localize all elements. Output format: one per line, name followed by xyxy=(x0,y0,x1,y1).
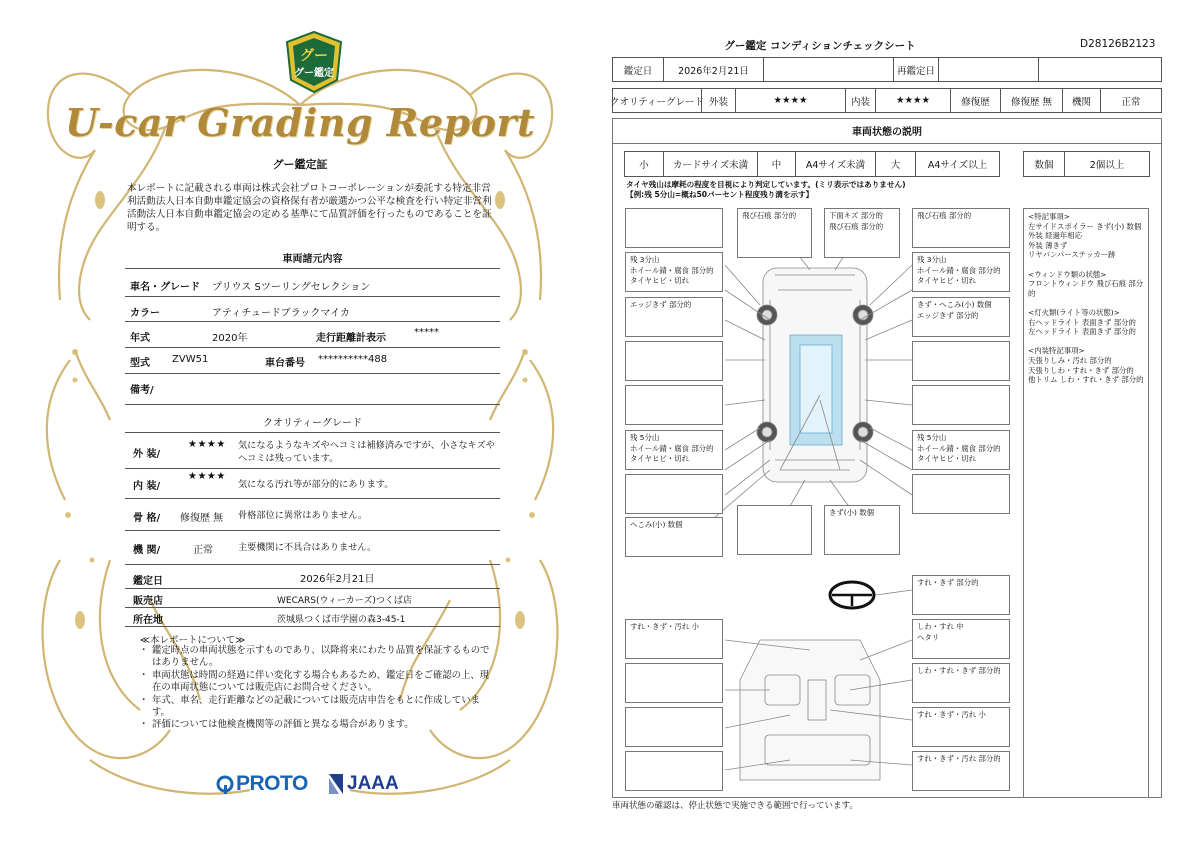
frame-description: 骨格部位に異常はありません。 xyxy=(238,510,368,521)
exterior-stars: ★★★★ xyxy=(735,89,845,112)
divider xyxy=(125,564,500,565)
tread-note-line: タイヤ残山は摩耗の程度を目視により判定しています。(ミリ表示ではありません) xyxy=(626,180,906,189)
goo-kantei-badge-icon xyxy=(283,30,345,94)
grade-row xyxy=(609,88,1162,113)
damage-box xyxy=(737,505,812,555)
damage-box: 飛び石痕 部分的 xyxy=(737,208,812,258)
note-item: ・ 車両状態は時間の経過に伴い変化する場合もあるため、鑑定日をご確認の上、現在の車両状態については販売店にお問合せください。 xyxy=(140,670,495,695)
shop-label: 販売店 xyxy=(133,596,163,607)
car-name-value: プリウス Sツーリングセレクション xyxy=(212,282,371,293)
damage-box: エッジきず 部分的 xyxy=(625,297,723,337)
size-legend xyxy=(624,151,1000,177)
note-item: ・ 鑑定時点の車両状態を示すものであり、以降将来にわたり品質を保証するものではありません。 xyxy=(140,645,495,670)
color-label: カラー xyxy=(130,308,160,319)
engine-value: 正常 xyxy=(1100,89,1161,112)
interior-description: 気になる汚れ等が部分的にあります。 xyxy=(238,479,394,490)
divider xyxy=(125,607,500,608)
note-item: ・ 年式、車名、走行距離などの記載については販売店申告をもとに作成しています。 xyxy=(140,695,495,720)
date-label: 鑑定日 xyxy=(623,65,653,77)
tire-box-rear-right: 残 5分山 ホイール錆・腐食 部分的 タイヤヒビ・切れ xyxy=(912,430,1010,470)
inspection-date-value: 2026年2月21日 xyxy=(300,574,375,585)
reinspect-blank xyxy=(1038,58,1161,81)
damage-box: 飛び石痕 部分的 xyxy=(912,208,1010,248)
divider xyxy=(125,268,500,269)
count-legend xyxy=(1023,151,1150,177)
svg-text:グー: グー xyxy=(300,48,328,64)
tread-note xyxy=(626,180,906,200)
damage-box xyxy=(625,474,723,514)
interior-box: すれ・きず・汚れ 小 xyxy=(912,707,1010,747)
grade-label: クオリティーグレード xyxy=(609,96,705,108)
tire-box-rear-left: 残 5分山 ホイール錆・腐食 部分的 タイヤヒビ・切れ xyxy=(625,430,723,470)
damage-box: 下面キズ 部分的 飛び石痕 部分的 xyxy=(824,208,900,258)
year-value: 2020年 xyxy=(212,333,248,344)
interior-label: 内 装/ xyxy=(133,481,161,492)
sheet-title: グー鑑定 コンディションチェックシート xyxy=(724,40,916,52)
color-value: アティチュードブラックマイカ xyxy=(212,308,350,319)
legend-count: 数個 xyxy=(1034,160,1054,171)
repair-value: 修復歴 無 xyxy=(1000,89,1062,112)
inspection-date-label: 鑑定日 xyxy=(133,576,163,587)
address-label: 所在地 xyxy=(133,615,163,626)
interior-box: すれ・きず・汚れ 部分的 xyxy=(912,751,1010,791)
exterior-label: 外 装/ xyxy=(133,449,161,460)
tire-box-front-left: 残 3分山 ホイール錆・腐食 部分的 タイヤヒビ・切れ xyxy=(625,252,723,292)
legend-mid: 中 xyxy=(757,152,795,176)
interior-label: 内装 xyxy=(845,89,875,112)
jaaa-logo-icon xyxy=(327,772,345,796)
damage-box: きず(小) 数個 xyxy=(824,505,900,555)
reinspect-value xyxy=(938,58,1038,81)
odometer-label: 走行距離計表示 xyxy=(316,333,386,344)
tire-box-front-right: 残 3分山 ホイール錆・腐食 部分的 タイヤヒビ・切れ xyxy=(912,252,1010,292)
car-name-label: 車名・グレード xyxy=(130,282,200,293)
engine-label: 機 関/ xyxy=(133,545,161,556)
legend-mid-desc: A4サイズ未満 xyxy=(795,152,875,176)
legend-small: 小 xyxy=(639,160,649,171)
divider xyxy=(125,530,500,531)
certificate-intro: 本レポートに記載される車両は株式会社プロトコーポレーションが委託する特定非営利活動法人日本自動車鑑定協会の資格保有者が厳選かつ公平な検査を行い特定非営利活動法人日本自動車鑑定協会の定める基準にて品質評価を行ったものであることを証明する。 xyxy=(127,183,492,233)
damage-box xyxy=(625,208,723,248)
frame-value: 修復歴 無 xyxy=(180,513,224,524)
interior-box xyxy=(625,707,723,747)
year-label: 年式 xyxy=(130,333,150,344)
engine-value: 正常 xyxy=(193,545,213,556)
odometer-value: ***** xyxy=(414,327,439,338)
interior-box xyxy=(625,751,723,791)
damage-box: きず・へこみ(小) 数個 エッジきず 部分的 xyxy=(912,297,1010,337)
divider xyxy=(125,498,500,499)
shop-value: WECARS(ウィーカーズ)つくば店 xyxy=(277,596,412,606)
remarks-label: 備考/ xyxy=(130,385,154,396)
note-item: ・ 評価については他検査機関等の評価と異なる場合があります。 xyxy=(140,719,495,731)
exterior-stars: ★★★★ xyxy=(188,439,226,450)
date-blank xyxy=(763,58,893,81)
sheet-code: D28126B2123 xyxy=(1080,38,1156,50)
report-title: U-car Grading Report xyxy=(64,100,536,145)
date-value: 2026年2月21日 xyxy=(663,58,763,81)
tread-note-example: 【例:残 5分山=概ね50パーセント程度残り溝を示す】 xyxy=(626,190,814,199)
date-row xyxy=(612,57,1162,82)
exterior-label: 外装 xyxy=(701,89,735,112)
certificate-subtitle: グー鑑定証 xyxy=(272,158,328,171)
divider xyxy=(125,296,500,297)
chassis-value: **********488 xyxy=(318,354,388,365)
vehicle-section-title: 車両諸元内容 xyxy=(282,254,343,265)
notes-title: ≪本レポートについて≫ xyxy=(140,635,246,646)
proto-logo-icon xyxy=(216,775,234,795)
interior-box: すれ・きず・汚れ 小 xyxy=(625,619,723,659)
exterior-description: 気になるようなキズやヘコミは補修済みですが、小さなキズやヘコミは残っています。 xyxy=(238,440,495,464)
model-value: ZVW51 xyxy=(172,354,209,365)
divider xyxy=(125,626,500,627)
divider xyxy=(125,588,500,589)
damage-box xyxy=(912,385,1010,425)
divider xyxy=(125,321,500,322)
damage-box xyxy=(625,341,723,381)
divider xyxy=(125,432,500,433)
reinspect-label: 再鑑定日 xyxy=(893,58,938,81)
engine-label: 機関 xyxy=(1062,89,1100,112)
notes-list xyxy=(140,645,495,732)
damage-box: へこみ(小) 数個 xyxy=(625,517,723,557)
damage-box xyxy=(625,385,723,425)
interior-stars: ★★★★ xyxy=(188,471,226,482)
condition-title: 車両状態の説明 xyxy=(612,118,1162,144)
legend-count-desc: 2個以上 xyxy=(1064,152,1149,176)
jaaa-logo-text: JAAA xyxy=(347,773,399,794)
damage-box xyxy=(912,474,1010,514)
frame-label: 骨 格/ xyxy=(133,513,161,524)
engine-description: 主要機関に不具合はありません。 xyxy=(238,542,377,553)
svg-text:グー鑑定: グー鑑定 xyxy=(294,68,334,79)
interior-box xyxy=(625,663,723,703)
proto-logo-text: PROTO xyxy=(236,772,308,795)
legend-small-desc: カードサイズ未満 xyxy=(663,152,757,176)
legend-large-desc: A4サイズ以上 xyxy=(915,152,999,176)
divider xyxy=(125,404,500,405)
interior-box: すれ・きず 部分的 xyxy=(912,575,1010,615)
interior-box: しわ・すれ・きず 部分的 xyxy=(912,663,1010,703)
chassis-label: 車台番号 xyxy=(265,358,305,369)
divider xyxy=(125,468,500,469)
interior-box: しわ・すれ 中 ヘタリ xyxy=(912,619,1010,659)
legend-large: 大 xyxy=(875,152,915,176)
interior-stars: ★★★★ xyxy=(875,89,950,112)
address-value: 茨城県つくば市学園の森3-45-1 xyxy=(277,615,406,625)
model-label: 型式 xyxy=(130,358,150,369)
sheet-footer: 車両状態の確認は、停止状態で実施できる範囲で行っています。 xyxy=(612,801,858,811)
damage-box xyxy=(912,341,1010,381)
divider xyxy=(125,347,500,348)
special-notes: <特記事項> 左サイドスポイラー きず(小) 数個 外装 経過年相応 外装 薄きず リヤバンパーステッカー跡 <ウィンドウ類の状態> フロントウィンドウ 飛び石痕 部分的 <灯火類(ライト等の状態)> 右ヘッドライト 表面きず 部分的 左ヘッドライト 表面きず 部分的 <内装特記事項> 天張りしみ・汚れ 部分的 天張りしわ・すれ・きず 部分的 他トリム しわ・すれ・きず 部分的 xyxy=(1023,208,1149,798)
repair-label: 修復歴 xyxy=(950,89,1000,112)
quality-section-title: クオリティーグレード xyxy=(263,418,362,429)
divider xyxy=(125,373,500,374)
